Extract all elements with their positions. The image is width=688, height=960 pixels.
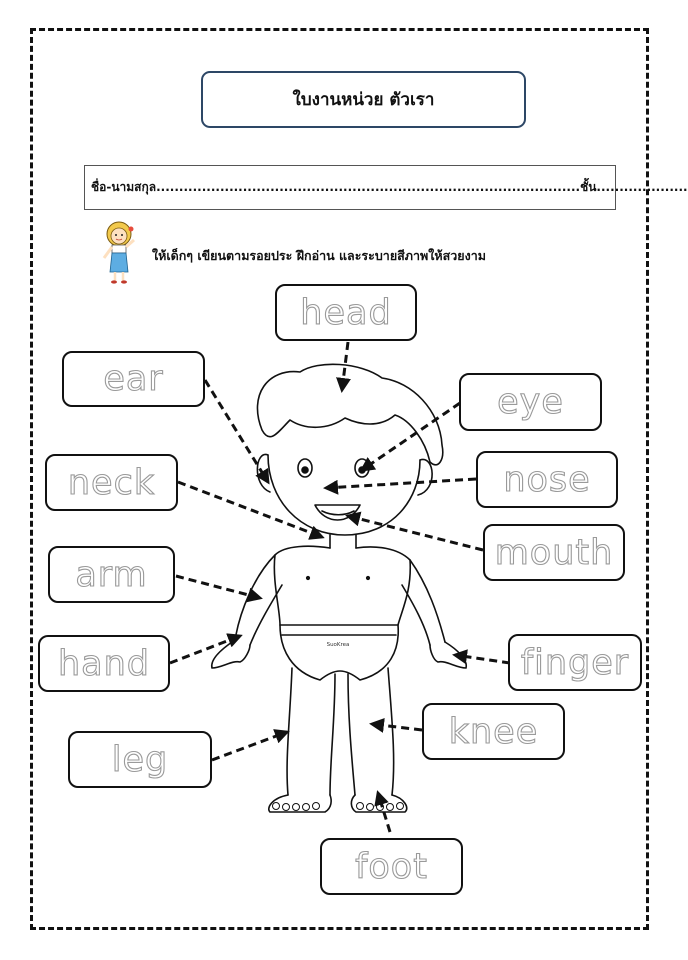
label-mouth[interactable]: mouth — [483, 524, 625, 581]
arrow-mouth — [348, 516, 483, 550]
face-outline — [268, 455, 420, 535]
label-knee[interactable]: knee — [422, 703, 565, 760]
torso-outline — [274, 546, 410, 625]
label-finger[interactable]: finger — [508, 634, 642, 691]
left-leg-outline — [287, 668, 335, 795]
neck-outline — [330, 535, 356, 548]
label-hand[interactable]: hand — [38, 635, 170, 692]
arrow-leg — [212, 732, 287, 760]
label-head[interactable]: head — [275, 284, 417, 341]
instruction-text: ให้เด็กๆ เขียนตามรอยประ ฝึกอ่าน และระบายสีภาพให้สวยงาม — [152, 248, 486, 263]
label-arm[interactable]: arm — [48, 546, 175, 603]
right-arm-outline — [402, 560, 445, 645]
label-nose[interactable]: nose — [476, 451, 618, 508]
underwear-outline — [280, 625, 398, 680]
worksheet-title: ใบงานหน่วย ตัวเรา — [201, 71, 526, 128]
arrow-nose — [326, 479, 476, 488]
right-hand-outline — [430, 642, 466, 668]
left-hand-outline — [212, 640, 250, 668]
arrow-neck — [178, 482, 322, 537]
label-foot[interactable]: foot — [320, 838, 463, 895]
arrow-hand — [170, 636, 240, 663]
label-neck[interactable]: neck — [45, 454, 178, 511]
arrow-knee — [372, 724, 422, 730]
label-ear[interactable]: ear — [62, 351, 205, 407]
label-eye[interactable]: eye — [459, 373, 602, 431]
arrow-eye — [362, 403, 460, 470]
right-leg-outline — [348, 668, 394, 795]
name-class-field[interactable]: ชื่อ-นามสกุล.............................................................................................ชั้น.................... — [84, 165, 616, 210]
nose-line — [335, 482, 336, 491]
hair-outline — [257, 364, 442, 465]
underwear-brand: SuoKrea — [326, 642, 350, 648]
arrow-arm — [176, 576, 260, 598]
label-leg[interactable]: leg — [68, 731, 212, 788]
